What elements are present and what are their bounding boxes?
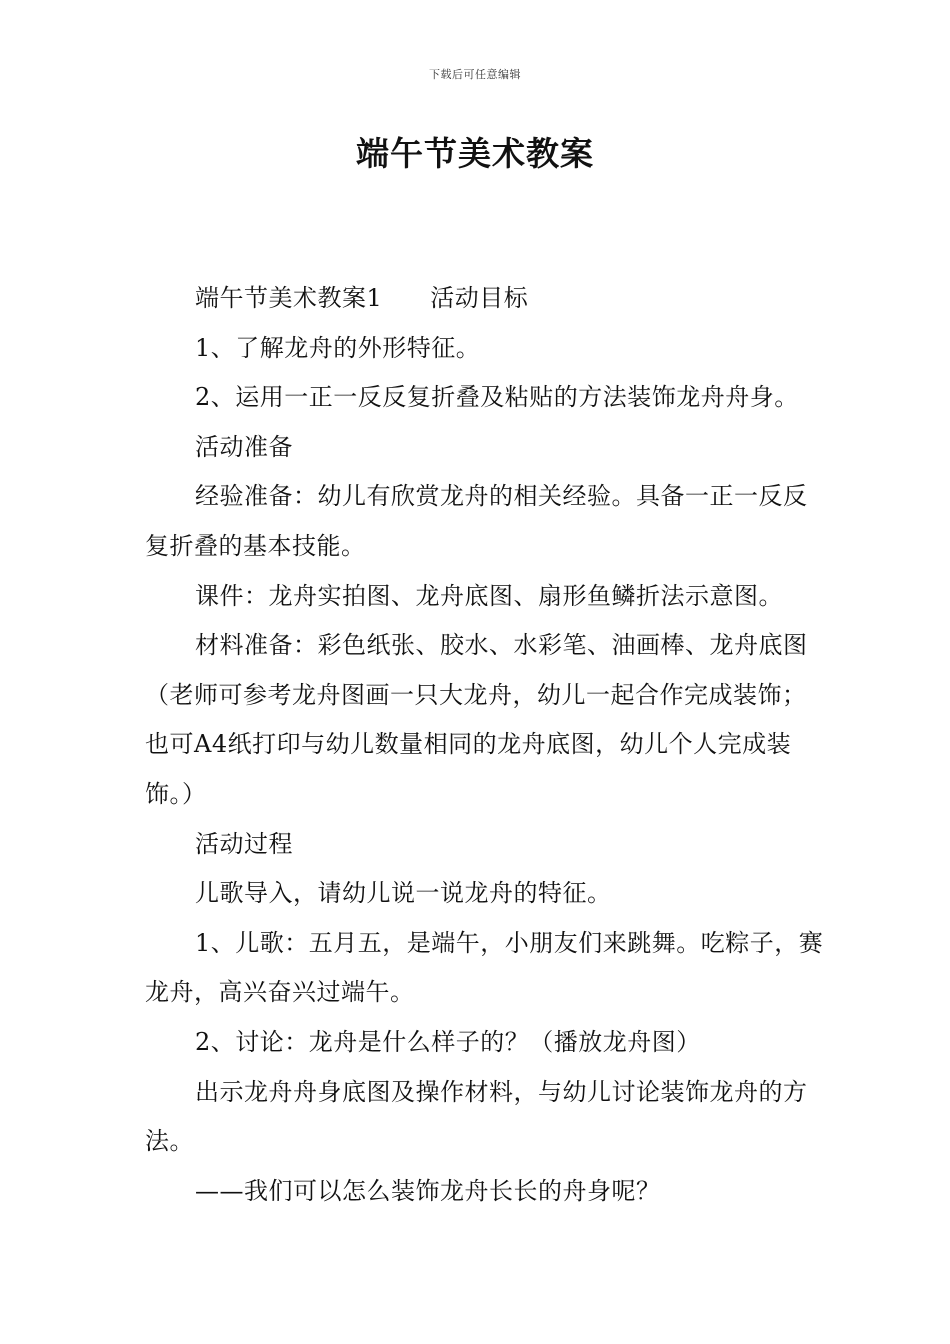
document-body xyxy=(145,274,825,1216)
paragraph-song-intro: 儿歌导入，请幼儿说一说龙舟的特征。 xyxy=(195,879,612,908)
intro-label: 端午节美术教案1 xyxy=(195,284,383,312)
heading-preparation: 活动准备 xyxy=(195,432,293,461)
paragraph-courseware: 课件：龙舟实拍图、龙舟底图、扇形鱼鳞折法示意图。 xyxy=(195,581,783,610)
intro-heading: 活动目标 xyxy=(430,284,529,312)
paragraph-goal-1: 1、了解龙舟的外形特征。 xyxy=(195,333,481,362)
paragraph-experience: 经验准备：幼儿有欣赏龙舟的相关经验。具备一正一反反复折叠的基本技能。 xyxy=(145,482,808,560)
paragraph-materials: 材料准备：彩色纸张、胶水、水彩笔、油画棒、龙舟底图（老师可参考龙舟图画一只大龙舟，幼儿一起合作完成装饰；也可A4纸打印与幼儿数量相同的龙舟底图，幼儿个人完成装饰。） xyxy=(145,631,808,808)
paragraph-goal-2: 2、运用一正一反反复折叠及粘贴的方法装饰龙舟舟身。 xyxy=(195,383,799,412)
paragraph-discussion: 2、讨论：龙舟是什么样子的？（播放龙舟图） xyxy=(195,1027,701,1056)
document-title: 端午节美术教案 xyxy=(356,134,594,173)
paragraph-question: ——我们可以怎么装饰龙舟长长的舟身呢？ xyxy=(195,1176,661,1205)
header-note: 下载后可任意编辑 xyxy=(429,68,521,81)
paragraph-show-materials: 出示龙舟舟身底图及操作材料，与幼儿讨论装饰龙舟的方法。 xyxy=(145,1077,808,1156)
intro-line xyxy=(145,274,825,324)
heading-process: 活动过程 xyxy=(195,829,293,858)
paragraph-song: 1、儿歌：五月五，是端午，小朋友们来跳舞。吃粽子，赛龙舟，高兴奋兴过端午。 xyxy=(145,928,824,1007)
